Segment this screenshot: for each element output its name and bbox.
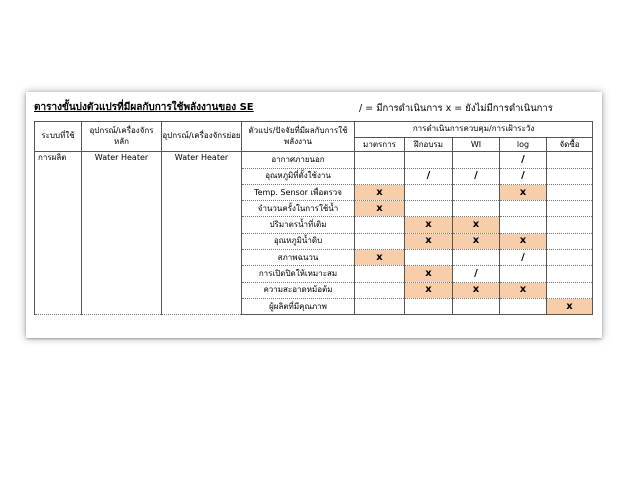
cell-action (500, 233, 547, 249)
x-mark: x (566, 300, 573, 312)
cell-action (547, 217, 593, 233)
cell-action (405, 152, 453, 168)
legend-x: x = ยังไม่มีการดำเนินการ (445, 103, 553, 114)
slash-mark: / (521, 153, 525, 165)
cell-action (453, 282, 500, 298)
cell-action (453, 233, 500, 249)
cell-action (547, 152, 593, 168)
cell-variable: อุณหภูมิน้ำดิบ (242, 233, 355, 249)
slash-mark: / (426, 170, 431, 182)
cell-variable: ปริมาตรน้ำที่เติม (242, 217, 355, 233)
cell-action (405, 282, 453, 298)
cell-action (405, 184, 453, 200)
legend (359, 101, 553, 116)
x-mark: x (519, 235, 527, 247)
header-action: มาตรการ (355, 138, 405, 152)
cell-action (500, 152, 547, 168)
table-title: ตารางขั้นบ่งตัวแปรที่มีผลกับการใช้พลังงานของ SE (34, 102, 254, 113)
header-main-equipment: อุปกรณ์/เครื่องจักรหลัก (82, 122, 162, 152)
cell-action (453, 266, 500, 282)
cell-action (453, 184, 500, 200)
document-card (26, 92, 602, 338)
cell-action (547, 282, 593, 298)
x-mark: x (472, 235, 480, 247)
cell-action (500, 298, 547, 314)
cell-action (547, 233, 593, 249)
cell-variable: ผู้ผลิตที่มีคุณภาพ (242, 298, 355, 314)
cell-action (453, 298, 500, 314)
cell-action (453, 201, 500, 217)
slash-mark: / (474, 170, 478, 182)
cell-action (500, 250, 547, 266)
x-mark: x (425, 235, 432, 247)
cell-action (355, 233, 405, 249)
cell-action (405, 298, 453, 314)
x-mark: x (519, 186, 527, 198)
x-mark: x (376, 202, 383, 214)
x-mark: x (425, 268, 432, 280)
x-mark: x (472, 284, 480, 296)
cell-variable: ความสะอาดหม้อต้ม (242, 282, 355, 298)
variables-table (34, 121, 593, 315)
cell-action (453, 152, 500, 168)
cell-variable: การเปิดปิดให้เหมาะสม (242, 266, 355, 282)
slash-mark: / (474, 268, 478, 280)
cell-action (500, 201, 547, 217)
cell-action (355, 152, 405, 168)
cell-action (547, 250, 593, 266)
cell-action (355, 217, 405, 233)
cell-action (355, 266, 405, 282)
cell-action (453, 250, 500, 266)
cell-action (355, 201, 405, 217)
legend-slash: / = มีการดำเนินการ (359, 103, 443, 114)
x-mark: x (425, 284, 432, 296)
cell-action (547, 201, 593, 217)
header-action: log (500, 138, 547, 152)
cell-variable: Temp. Sensor เพื่อตรวจ (242, 184, 355, 200)
cell-action (453, 168, 500, 184)
cell-action (355, 282, 405, 298)
x-mark: x (376, 186, 383, 198)
cell-main-equipment: Water Heater (82, 152, 162, 315)
slash-mark: / (521, 170, 525, 182)
cell-action (500, 217, 547, 233)
x-mark: x (425, 219, 432, 231)
x-mark: x (472, 219, 480, 231)
cell-action (500, 184, 547, 200)
table-row (35, 152, 593, 168)
header-action: ฝึกอบรม (405, 138, 453, 152)
cell-action (547, 168, 593, 184)
header-variable: ตัวแปร/ปัจจัยที่มีผลกับการใช้พลังงาน (242, 122, 355, 152)
cell-action (405, 201, 453, 217)
cell-variable: สภาพฉนวน (242, 250, 355, 266)
cell-variable: อุณหภูมิที่ตั้งใช้งาน (242, 168, 355, 184)
cell-action (405, 217, 453, 233)
header-sub-equipment: อุปกรณ์/เครื่องจักรย่อย (162, 122, 242, 152)
cell-action (355, 250, 405, 266)
cell-action (355, 298, 405, 314)
cell-action (355, 168, 405, 184)
slash-mark: / (521, 251, 525, 263)
cell-action (405, 250, 453, 266)
cell-action (547, 298, 593, 314)
cell-action (405, 168, 453, 184)
cell-action (405, 233, 453, 249)
header-action: จัดซื้อ (547, 138, 593, 152)
x-mark: x (519, 284, 527, 296)
cell-action (405, 266, 453, 282)
cell-action (547, 184, 593, 200)
cell-system: การผลิต (35, 152, 82, 315)
cell-variable: จำนวนครั้งในการใช้น้ำ (242, 201, 355, 217)
cell-action (355, 184, 405, 200)
header-actions-group: การดำเนินการควบคุม/การเฝ้าระวัง (355, 122, 593, 138)
cell-action (500, 266, 547, 282)
cell-action (547, 266, 593, 282)
header-system: ระบบที่ใช้ (35, 122, 82, 152)
cell-action (500, 282, 547, 298)
header-action: WI (453, 138, 500, 152)
cell-sub-equipment: Water Heater (162, 152, 242, 315)
x-mark: x (376, 251, 383, 263)
cell-action (453, 217, 500, 233)
cell-variable: อากาศภายนอก (242, 152, 355, 168)
cell-action (500, 168, 547, 184)
